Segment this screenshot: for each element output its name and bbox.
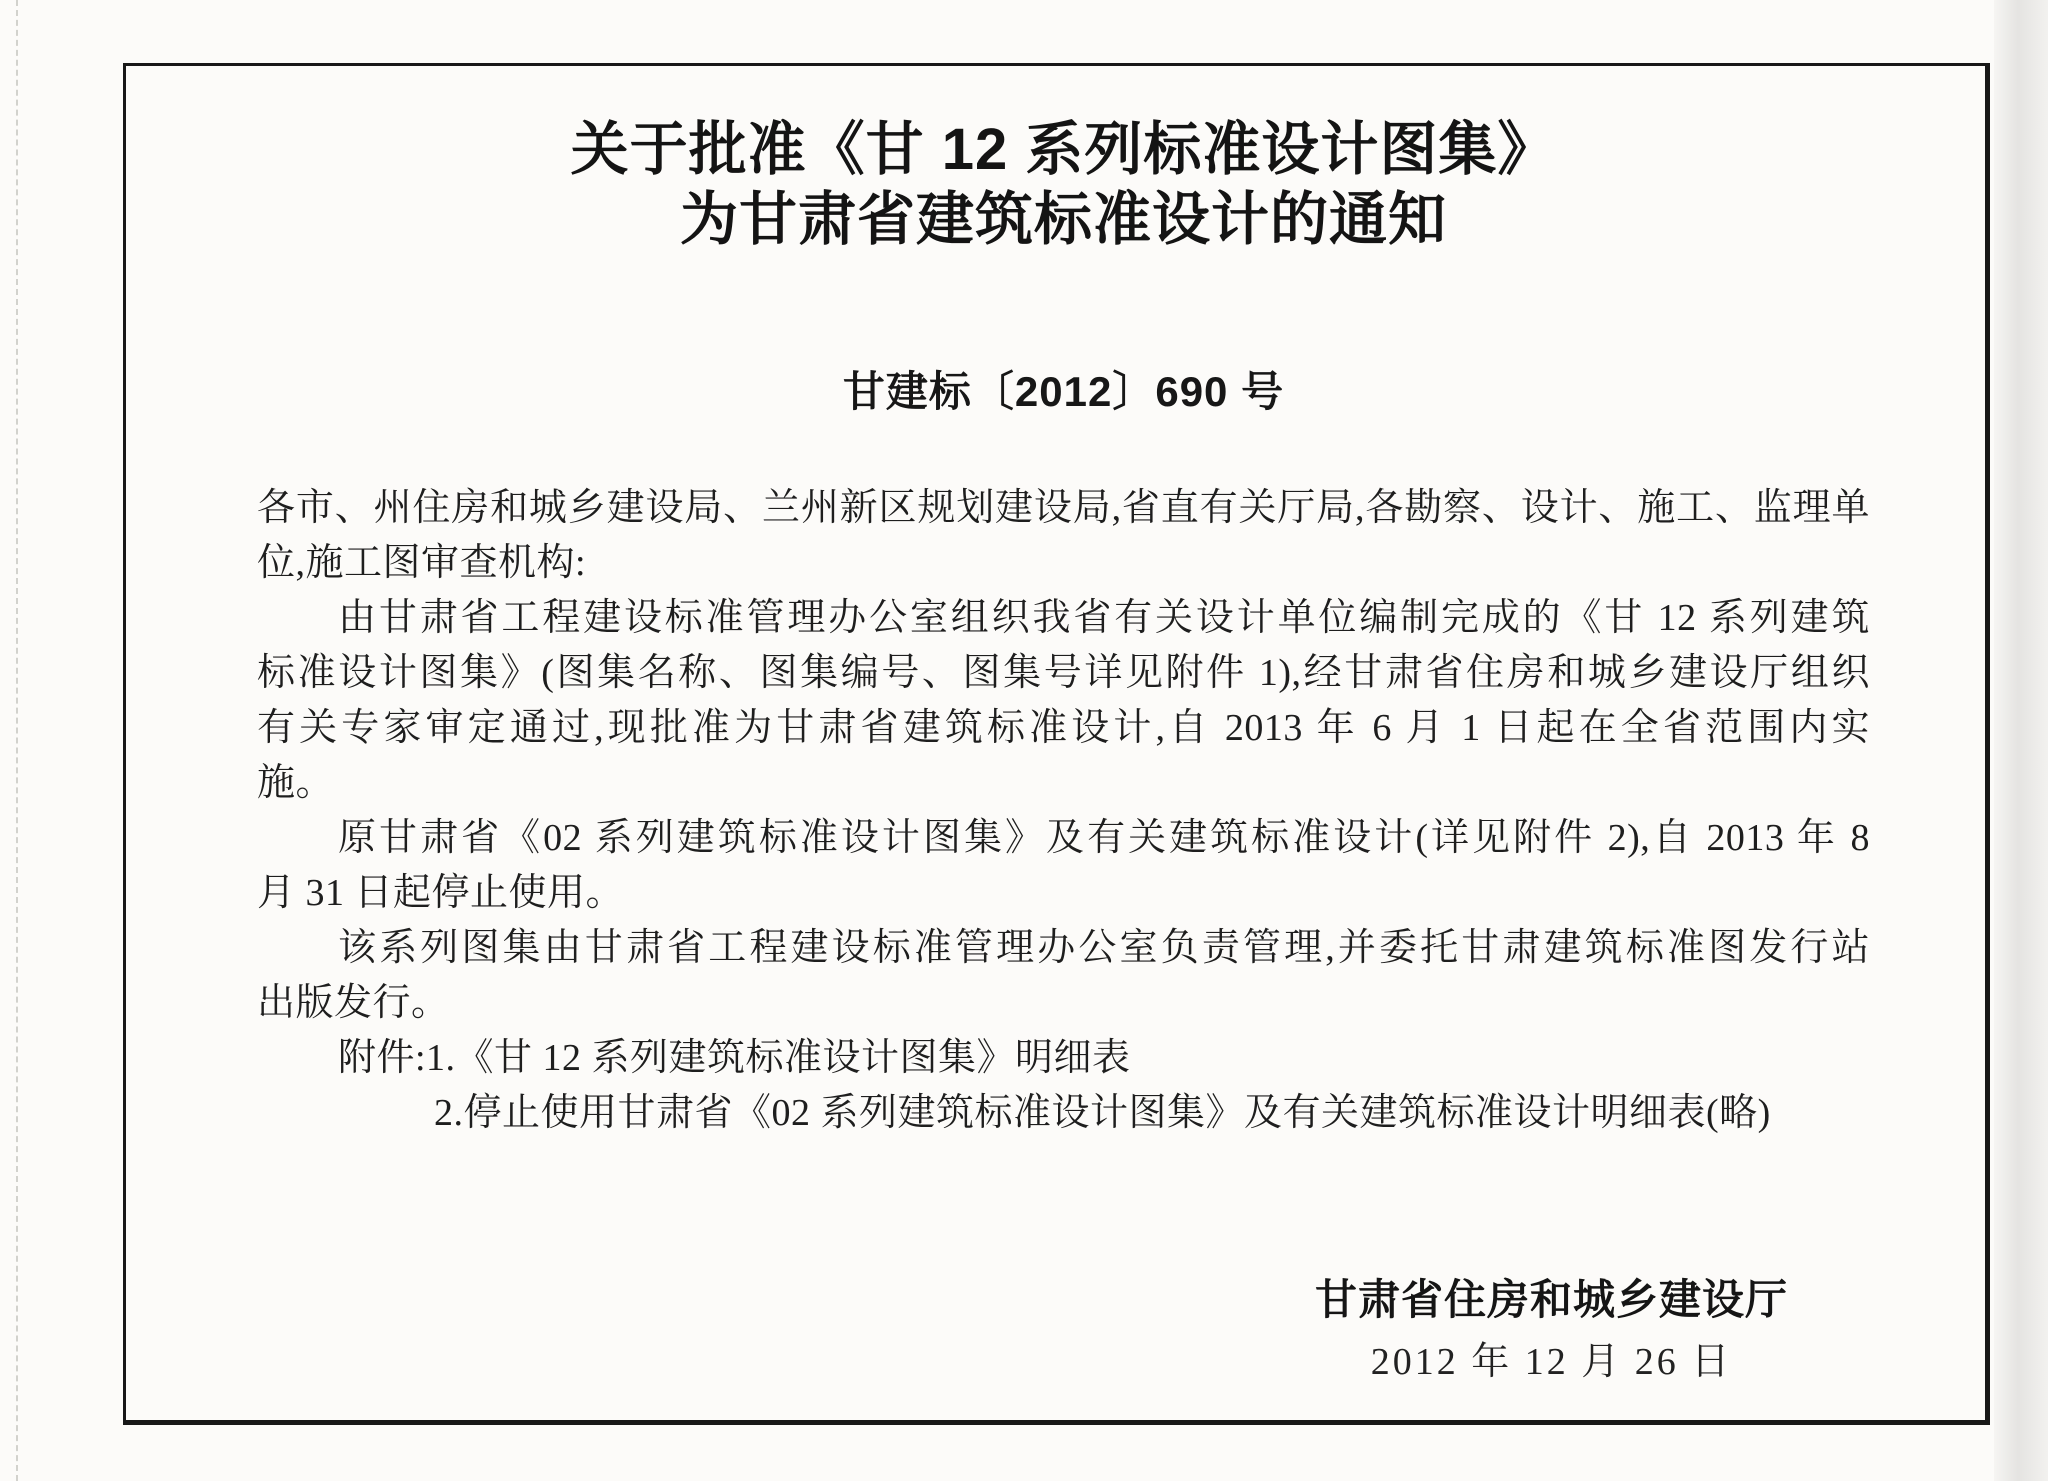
document-number: 甘建标〔2012〕690 号 <box>842 368 1285 415</box>
body-line: 标准设计图集》(图集名称、图集编号、图集号详见附件 1),经甘肃省住房和城乡建设厅组织 <box>257 652 1870 694</box>
notice-title-line-1: 关于批准《甘 12 系列标准设计图集》 <box>570 117 1557 182</box>
notice-title <box>257 115 1870 255</box>
signature-block <box>1315 1266 1788 1390</box>
notice-body <box>257 481 1870 1141</box>
body-line: 位,施工图审查机构: <box>257 542 587 584</box>
body-line: 出版发行。 <box>257 982 450 1024</box>
body-line: 该系列图集由甘肃省工程建设标准管理办公室负责管理,并委托甘肃建筑标准图发行站 <box>338 927 1870 969</box>
page-edge-shadow <box>1994 0 2048 1481</box>
attachment-line-2: 2.停止使用甘肃省《02 系列建筑标准设计图集》及有关建筑标准设计明细表(略) <box>434 1092 1771 1134</box>
notice-content <box>126 115 1985 1469</box>
body-line: 由甘肃省工程建设标准管理办公室组织我省有关设计单位编制完成的《甘 12 系列建筑 <box>338 597 1870 639</box>
issuing-agency-signature: 甘肃省住房和城乡建设厅 <box>1314 1276 1788 1323</box>
body-line: 各市、州住房和城乡建设局、兰州新区规划建设局,省直有关厅局,各勘察、设计、施工、监理单 <box>257 487 1870 529</box>
body-line: 月 31 日起停止使用。 <box>257 872 625 914</box>
page-border-frame <box>123 63 1990 1425</box>
body-line: 原甘肃省《02 系列建筑标准设计图集》及有关建筑标准设计(详见附件 2),自 2013 年 8 <box>338 817 1870 859</box>
signature-area <box>257 1266 1870 1390</box>
issue-date: 2012 年 12 月 26 日 <box>1370 1341 1733 1383</box>
body-line: 施。 <box>257 762 335 804</box>
body-line: 有关专家审定通过,现批准为甘肃省建筑标准设计,自 2013 年 6 月 1 日起在全省范围内实 <box>257 707 1870 749</box>
attachment-line-1: 附件:1.《甘 12 系列建筑标准设计图集》明细表 <box>338 1037 1131 1079</box>
left-scan-artifact <box>16 0 18 1481</box>
notice-title-line-2: 为甘肃省建筑标准设计的通知 <box>679 187 1447 252</box>
